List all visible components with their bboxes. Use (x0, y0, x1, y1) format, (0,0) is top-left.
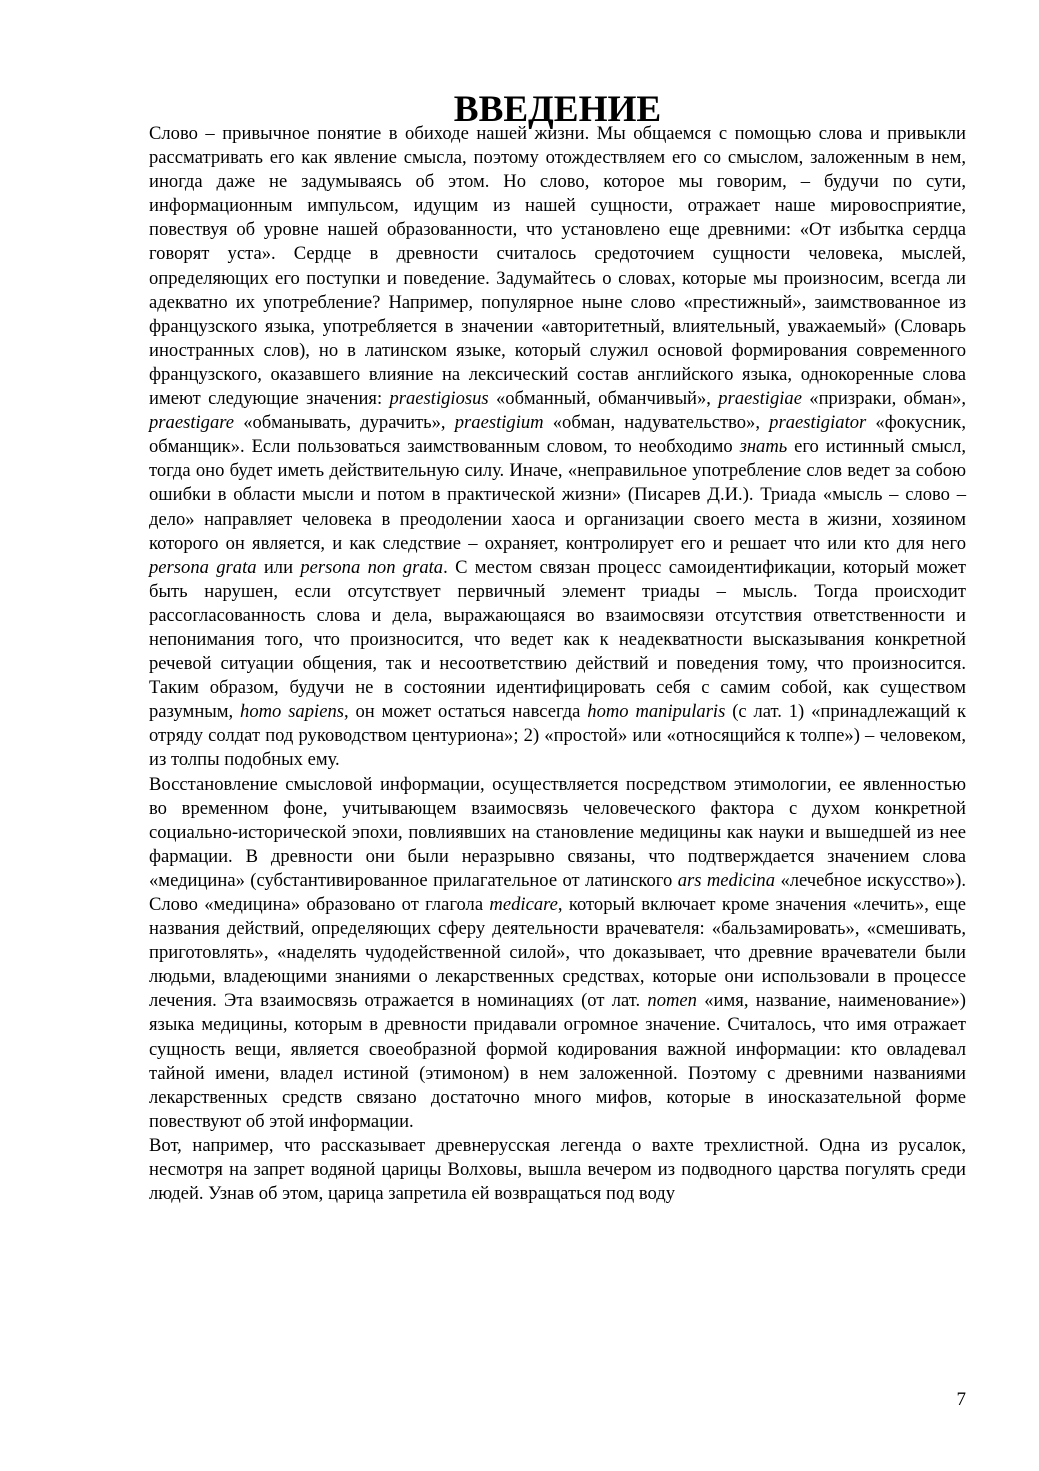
text-run: Восстановление смысловой информации, осуществляется посредством этимологии, ее явленностью во временном фоне, учитывающем взаимосвязь человеческого фактора с духом конкретной социально-исторической эпохи, повлиявших на становление медицины как науки и вышедшей из нее фармации. В древности они были неразрывно связаны, что подтверждается значением слова «медицина» (субстантивированное прилагательное от латинского (149, 773, 966, 891)
text-run: Вот, например, что рассказывает древнерусская легенда о вахте трехлистной. Одна из русалок, несмотря на запрет водяной царицы Волховы, вышла вечером из подводного царства погулять среди людей. Узнав об этом, царица запретила ей возвращаться под воду (149, 1134, 966, 1205)
page-content (149, 89, 967, 1206)
italic-term: praestigium (454, 412, 544, 434)
italic-term: praestigare (149, 412, 235, 434)
italic-term: ars medicina (677, 869, 776, 891)
page-title: ВВЕДЕНИЕ (453, 89, 662, 130)
italic-term: medicare (489, 894, 558, 915)
text-run: «обманывать, дурачить», (234, 412, 455, 434)
text-run: «фокусник, обманщик». Если пользоваться заимствованным словом, то необходимо (149, 412, 966, 458)
italic-term: homo sapiens (240, 701, 344, 723)
text-run: Слово – привычное понятие в обиходе нашей жизни. Мы общаемся с помощью слова и привыкли рассматривать его как явление смысла, поэтому отождествляем его со смыслом, заложенным в нем, иногда даже не задумываясь об этом. Но слово, которое мы говорим, – будучи по сути, информационным импульсом, идущим из нашей сущности, отражает наше мировосприятие, повествуя об уровне нашей образованности, что установлено еще древними: «От избытка сердца говорят уста». Сердце в древности считалось средоточием сущности человека, мыслей, определяющих его поступки и поведение. Задумайтесь о словах, которые мы произносим, всегда ли адекватно их употребление? Например, популярное ныне слово «престижный», заимствованное из французского языка, употребляется в значении «авторитетный, влиятельный, уважаемый» (Словарь иностранных слов), но в латинском языке, который служил основой формирования современного французского, оказавшего влияние на лексический состав английского языка, однокоренные слова имеют следующие значения: (149, 123, 966, 410)
text-run: или (256, 556, 301, 578)
page-number: 7 (956, 1389, 966, 1410)
italic-term: nomen (647, 990, 697, 1012)
text-run: . С местом связан процесс самоидентификации, который может быть нарушен, если отсутствует первичный элемент триады – мысль. Тогда происходит рассогласованность слова и дела, выражающаяся во взаимосвязи отсутствия ответственности и непонимания того, что произносится, что ведет как к неадекватности высказывания конкретной речевой ситуации общения, так и несоответствию действий и поведения тому, что произносится. Таким образом, будучи не в состоянии идентифицировать себя с самим собой, как существом разумным, (149, 556, 966, 723)
text-run: «призраки, обман», (801, 388, 967, 410)
paragraph (149, 122, 966, 773)
text-run: «обман, надувательство», (543, 412, 770, 434)
italic-term: praestigiator (769, 412, 867, 434)
paragraph (149, 1134, 966, 1206)
text-run: его истинный смысл, тогда оно будет иметь действительную силу. Иначе, «неправильное употребление слов ведет за собою ошибки в области мысли и потом в практической жизни» (Писарев Д.И.). Триада «мысль – слово – дело» направляет человека в преодолении хаоса и организации своего места в жизни, хозяином которого он является, и как следствие – охраняет, контролирует его и решает что или кто для него (149, 436, 966, 554)
italic-term: homo manipularis (587, 701, 726, 723)
text-run: , он может остаться навсегда (343, 701, 588, 723)
italic-term: persona grata (149, 556, 257, 578)
text-run: «имя, название, наименование») языка медицины, которым в древности придавали огромное значение. Считалось, что имя отражает сущность вещи, является своеобразной формой кодирования важной информации: кто овладевал тайной имени, владел истиной (этимоном) в нем заложенной. Поэтому с древними названиями лекарственных средств связано достаточно много мифов, которые в иносказательной форме повествуют об этой информации. (149, 990, 966, 1132)
italic-term: persona non grata (300, 556, 444, 578)
italic-term: praestigiosus (389, 388, 489, 410)
text-run: , который включает кроме значения «лечить», еще названия действий, определяющих сферу деятельности врачевателя: «бальзамировать», «смешивать, приготовлять», «наделять чудодейственной силой», что доказывает, что древние врачеватели были людьми, владеющими знаниями о лекарственных средствах, которые они использовали в процессе лечения. Эта взаимосвязь отражается в номинациях (от лат. (149, 894, 966, 1012)
text-run: «лечебное искусство»). Слово «медицина» образовано от глагола (149, 869, 967, 915)
text-run: (с лат. 1) «принадлежащий к отряду солдат под руководством центуриона»; 2) «простой» или «относящийся к толпе») – человеком, из толпы подобных ему. (149, 701, 966, 771)
text-run: «обманный, обманчивый», (488, 388, 719, 410)
italic-term: знать (739, 436, 788, 458)
paragraph (149, 773, 966, 1134)
italic-term: praestigiae (718, 388, 802, 410)
